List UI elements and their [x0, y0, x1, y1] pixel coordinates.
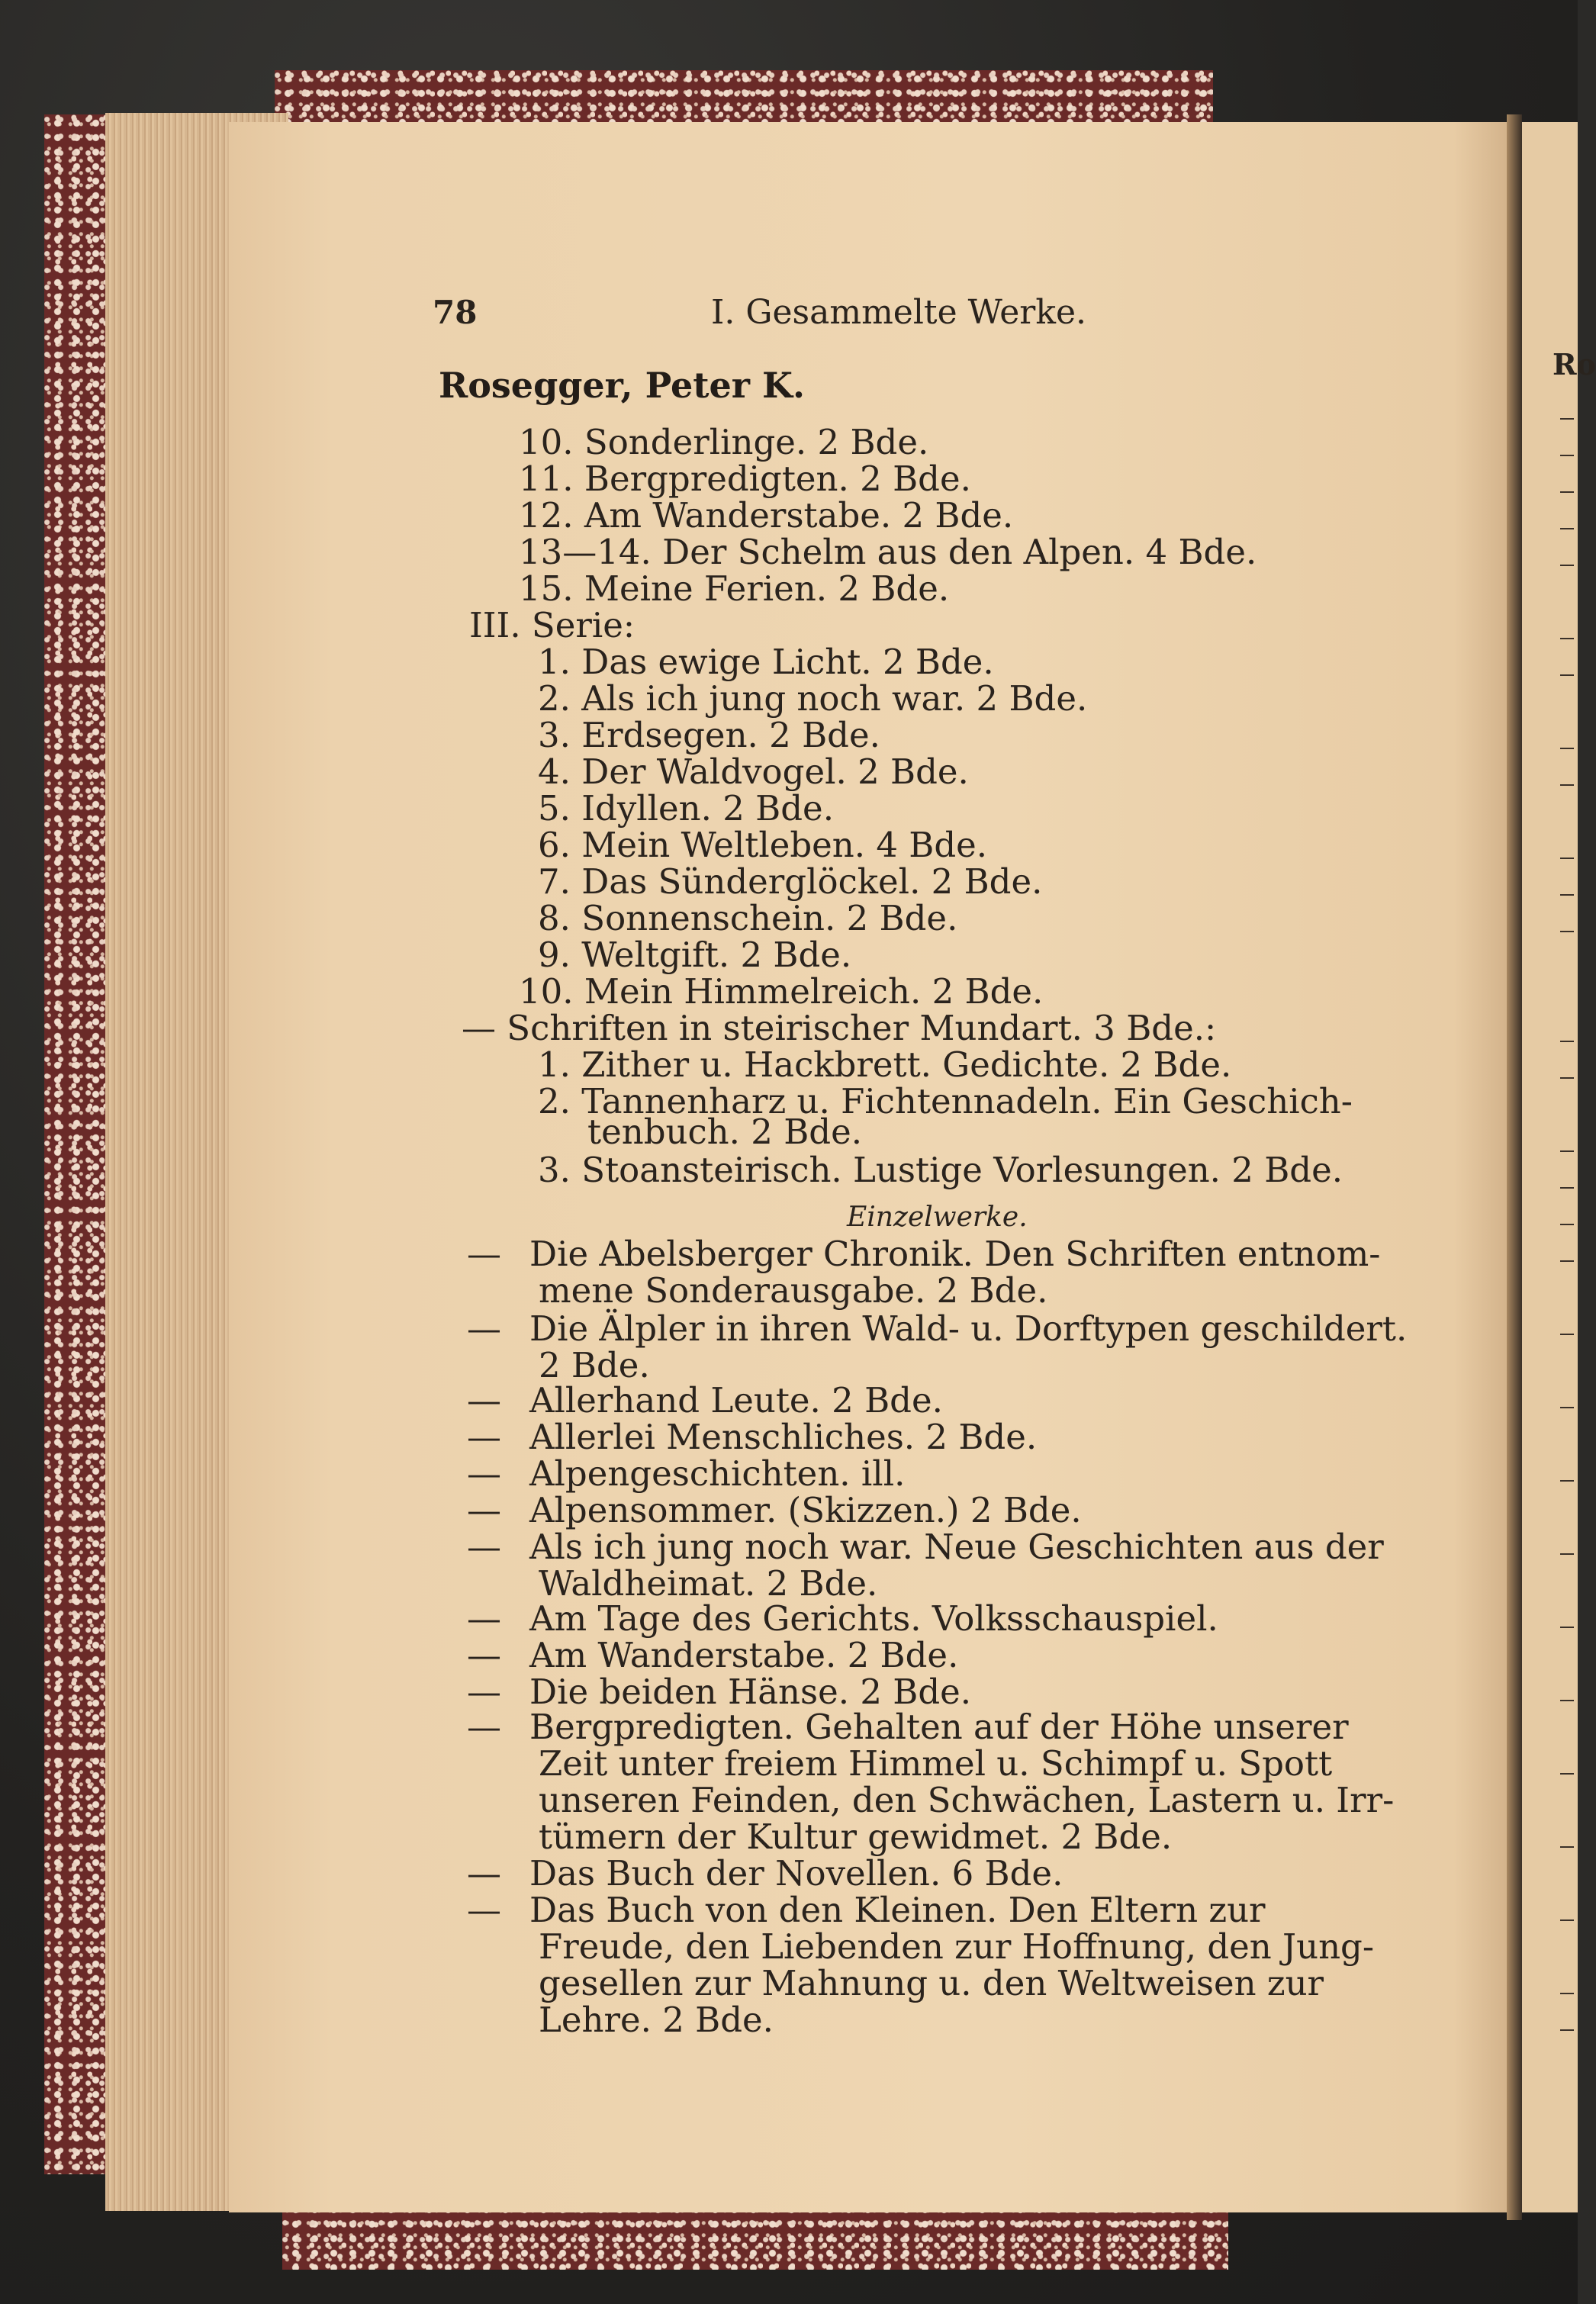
next-page-running-head: Ro	[1553, 347, 1596, 381]
next-page-dash	[1560, 1993, 1574, 1994]
next-page-dash	[1560, 565, 1574, 566]
running-head: I. Gesammelte Werke.	[711, 293, 1087, 332]
entry-text	[529, 1453, 1445, 1494]
entry-line: Zeit unter freiem Himmel u. Schimpf u. Spott	[539, 1743, 1333, 1784]
next-page-dash	[1560, 1150, 1574, 1152]
next-page-dash	[1560, 1041, 1574, 1042]
entry-dash: —	[467, 1380, 501, 1421]
entry-text	[529, 1892, 1445, 2039]
next-page-dash	[1560, 858, 1574, 859]
entry-line: Die Älpler in ihren Wald- u. Dorftypen geschildert.	[529, 1308, 1408, 1349]
entry-dash: —	[467, 1527, 501, 1567]
list-item: 3. Stoansteirisch. Lustige Vorlesungen. 2 Bde.	[538, 1150, 1343, 1190]
list-item: 11. Bergpredigten. 2 Bde.	[519, 459, 971, 499]
next-page-dash	[1560, 1480, 1574, 1482]
entry-text	[529, 1492, 1445, 1529]
next-page-dash	[1560, 1553, 1574, 1555]
next-page-dash	[1560, 748, 1574, 749]
list-item: 6. Mein Weltleben. 4 Bde.	[538, 825, 988, 865]
next-page-dash	[1560, 1627, 1574, 1628]
author-heading: Rosegger, Peter K.	[439, 365, 805, 406]
list-item: 13—14. Der Schelm aus den Alpen. 4 Bde.	[519, 532, 1257, 572]
entry-line: Allerlei Menschliches. 2 Bde.	[529, 1417, 1038, 1457]
entry-line: gesellen zur Mahnung u. den Weltweisen zur	[539, 1963, 1324, 2003]
entry-line: Die Abelsberger Chronik. Den Schriften entnom-	[529, 1234, 1381, 1274]
next-page-dash	[1560, 455, 1574, 456]
next-page-dash	[1560, 1077, 1574, 1079]
entry-dash: —	[467, 1598, 501, 1639]
entry-text	[529, 1674, 1445, 1710]
list-item: tenbuch. 2 Bde.	[587, 1112, 863, 1152]
entry-line: Das Buch der Novellen. 6 Bde.	[529, 1853, 1063, 1894]
entry-dash: —	[467, 1490, 501, 1530]
list-item: 5. Idyllen. 2 Bde.	[538, 788, 834, 829]
entry-line: Freude, den Liebenden zur Hoffnung, den Jung-	[539, 1926, 1375, 1967]
entry-text	[529, 1598, 1445, 1639]
next-page-dash	[1560, 1846, 1574, 1848]
entry-line: 2 Bde.	[539, 1345, 650, 1385]
entry-line: Lehre. 2 Bde.	[539, 2000, 774, 2040]
entry-text	[529, 1236, 1445, 1309]
list-item: 12. Am Wanderstabe. 2 Bde.	[519, 495, 1014, 536]
entry-line: tümern der Kultur gewidmet. 2 Bde.	[539, 1816, 1173, 1857]
next-page-dash	[1560, 1919, 1574, 1921]
list-item: — Schriften in steirischer Mundart. 3 Bde.:	[462, 1008, 1217, 1048]
section-title: Einzelwerke.	[847, 1202, 1028, 1233]
entry-line: Als ich jung noch war. Neue Geschichten aus der	[529, 1527, 1384, 1567]
list-item: 15. Meine Ferien. 2 Bde.	[519, 568, 950, 609]
next-page-dash	[1560, 491, 1574, 493]
entry-text	[529, 1637, 1445, 1674]
next-page-dash	[1560, 1224, 1574, 1225]
entry-text	[529, 1382, 1445, 1419]
entry-dash: —	[467, 1308, 501, 1349]
next-page-dash	[1560, 894, 1574, 896]
entry-line: Allerhand Leute. 2 Bde.	[529, 1380, 943, 1421]
marbled-edge-left	[44, 114, 105, 2174]
list-item: 10. Mein Himmelreich. 2 Bde.	[519, 971, 1044, 1012]
entry-dash: —	[467, 1707, 501, 1747]
next-page-dash	[1560, 528, 1574, 529]
next-page-dash	[1560, 1407, 1574, 1408]
entry-text	[529, 1855, 1445, 1892]
entry-line: unseren Feinden, den Schwächen, Lastern u. Irr-	[539, 1780, 1395, 1820]
next-page-dash	[1560, 638, 1574, 639]
entry-dash: —	[467, 1453, 501, 1494]
next-page-dash	[1560, 931, 1574, 932]
list-item: 1. Das ewige Licht. 2 Bde.	[538, 642, 994, 682]
list-item: 1. Zither u. Hackbrett. Gedichte. 2 Bde.	[538, 1044, 1232, 1085]
entry-line: Die beiden Hänse. 2 Bde.	[529, 1672, 972, 1712]
list-item: 3. Erdsegen. 2 Bde.	[538, 715, 880, 755]
list-item: III. Serie:	[469, 605, 636, 645]
next-page-dash	[1560, 1773, 1574, 1775]
list-item: 2. Tannenharz u. Fichtennadeln. Ein Geschich-	[538, 1081, 1353, 1121]
list-item: 2. Als ich jung noch war. 2 Bde.	[538, 678, 1088, 719]
entry-line: Alpensommer. (Skizzen.) 2 Bde.	[529, 1490, 1082, 1530]
next-page-dash	[1560, 784, 1574, 786]
next-page-dash	[1560, 2029, 1574, 2031]
next-page-dash	[1560, 418, 1574, 420]
entry-dash: —	[467, 1890, 501, 1930]
entry-line: Alpengeschichten. ill.	[529, 1453, 906, 1494]
next-page-dash	[1560, 1334, 1574, 1335]
next-page-dash	[1560, 1260, 1574, 1262]
entry-text	[529, 1709, 1445, 1855]
entry-line: Das Buch von den Kleinen. Den Eltern zur	[529, 1890, 1266, 1930]
list-item: 8. Sonnenschein. 2 Bde.	[538, 898, 958, 938]
next-page-strip	[1522, 122, 1578, 2212]
entry-line: mene Sonderausgabe. 2 Bde.	[539, 1270, 1048, 1311]
entry-text	[529, 1529, 1445, 1602]
entry-dash: —	[467, 1672, 501, 1712]
next-page-dash	[1560, 1187, 1574, 1189]
entry-dash: —	[467, 1635, 501, 1675]
next-page-dash	[1560, 1700, 1574, 1701]
list-item: 10. Sonderlinge. 2 Bde.	[519, 422, 929, 462]
entry-line: Am Wanderstabe. 2 Bde.	[529, 1635, 959, 1675]
entry-text	[529, 1308, 1445, 1385]
entry-dash: —	[467, 1853, 501, 1894]
entry-line: Waldheimat. 2 Bde.	[539, 1563, 878, 1604]
entry-dash: —	[467, 1417, 501, 1457]
entry-text	[529, 1419, 1445, 1456]
list-item: 4. Der Waldvogel. 2 Bde.	[538, 751, 969, 792]
book-gutter	[1507, 114, 1522, 2220]
entry-line: Am Tage des Gerichts. Volksschauspiel.	[529, 1598, 1218, 1639]
next-page-dash	[1560, 674, 1574, 676]
list-item: 7. Das Sünderglöckel. 2 Bde.	[538, 861, 1043, 902]
entry-dash: —	[467, 1234, 501, 1274]
page-number: 78	[433, 294, 478, 331]
list-item: 9. Weltgift. 2 Bde.	[538, 935, 852, 975]
entry-line: Bergpredigten. Gehalten auf der Höhe unserer	[529, 1707, 1349, 1747]
